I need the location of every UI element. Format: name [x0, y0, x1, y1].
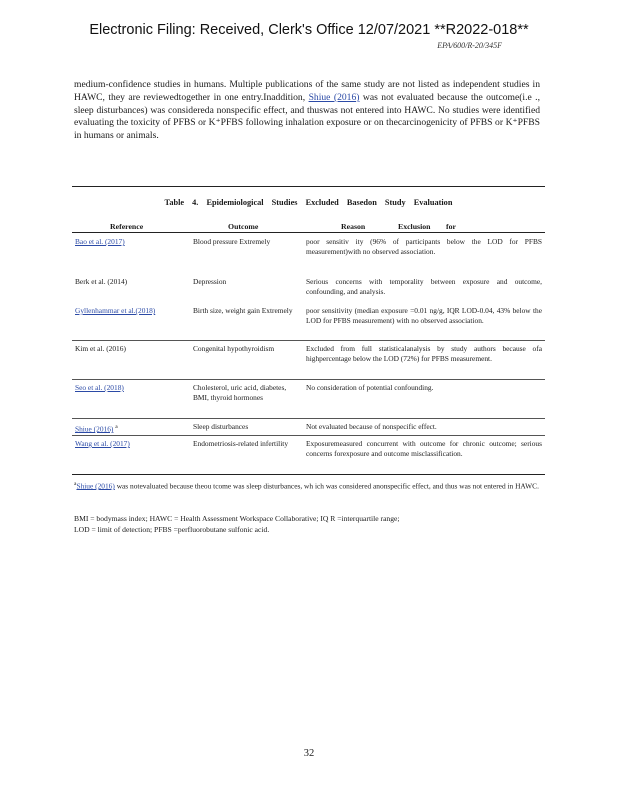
reason-cell: Excluded from full statisticalanalysis by study authors because ofa highpercentage below the LOD (72%) for PFBS measurement.: [306, 344, 542, 364]
outcome-cell: Cholesterol, uric acid, diabetes, BMI, thyroid hormones: [193, 383, 287, 403]
footnote-mark: a: [74, 481, 77, 487]
row-divider: [72, 379, 545, 380]
footnote-shiue-link[interactable]: Shiue (2016): [76, 481, 115, 491]
table-caption: Table 4. Epidemiological Studies Excluded Basedon Study Evaluation: [164, 198, 453, 207]
table-footnote: [74, 479, 540, 492]
header-rule: [72, 232, 545, 233]
outcome-cell: Congenital hypothyroidism: [193, 344, 275, 353]
reason-cell: Exposuremeasured concurrent with outcome for chronic outcome; serious concerns forexposure and outcome misclassification.: [306, 439, 542, 459]
outcome-cell: Blood pressure Extremely: [193, 237, 271, 246]
abbreviations-line-1: BMI = bodymass index; HAWC = Health Assessment Workspace Collaborative; IQ R =interquartile range;: [74, 514, 400, 523]
header-outcome: Outcome: [228, 222, 259, 231]
reference-link[interactable]: Gyllenhammar et al.(2018): [75, 306, 156, 315]
reference-link[interactable]: Seo et al. (2018): [75, 383, 124, 392]
body-paragraph: [74, 79, 540, 143]
row-divider: [72, 435, 545, 436]
header-for: for: [446, 222, 456, 231]
outcome-cell: Birth size, weight gain Extremely: [193, 306, 293, 315]
outcome-cell: Depression: [193, 277, 227, 286]
footnote-text: was notevaluated because theou tcome was sleep disturbances, wh ich was considered anonspecific effect, and thus was not entered in HAWC.: [114, 481, 539, 491]
reference-cell: Kim et al. (2016): [75, 344, 126, 353]
outcome-cell: Sleep disturbances: [193, 422, 249, 431]
shiue-citation-link[interactable]: Shiue (2016): [308, 91, 360, 103]
document-id: EPA/600/R-20/345F: [437, 41, 502, 50]
row-divider: [72, 418, 545, 419]
reason-cell: Not evaluated because of nonspecific effect.: [306, 422, 437, 431]
reason-cell: poor sensitiv ity (96% of participants below the LOD for PFBS measurement)with no observed association.: [306, 237, 542, 257]
abbreviations-line-2: LOD = limit of detection; PFBS =perfluorobutane sulfonic acid.: [74, 525, 270, 534]
reason-cell: Serious concerns with temporality between exposure and outcome, confounding, and analysis.: [306, 277, 542, 297]
table-top-rule: [72, 186, 545, 187]
row-divider: [72, 340, 545, 341]
page-number: 32: [303, 748, 315, 759]
reason-cell: poor sensitivity (median exposure =0.01 ng/g, IQR LOD-0.04, 43% below the LOD for PFBS measurement) with no observed association.: [306, 306, 542, 326]
reference-link[interactable]: Shiue (2016): [75, 424, 114, 434]
reference-cell: Berk et al. (2014): [75, 277, 128, 286]
reference-link[interactable]: Wang et al. (2017): [75, 439, 130, 448]
header-reference: Reference: [110, 222, 144, 231]
body-text-part2: was not evaluated because the outcome(i.e ., sleep disturbances) was considereda nonspecific effect, and thuswas not entered into HAWC. No studies were identified evaluating the toxicity of PFBS or K⁺PFBS following inhalation exposure or on thecarcinogenicity of PFBS or K⁺PFBS in humans or animals.: [74, 91, 540, 142]
table-bottom-rule: [72, 474, 545, 475]
footnote-marker: a: [115, 424, 118, 430]
body-text-part1: medium-confidence studies in humans. Multiple publications of the same study are not listed as independent studies in HAWC, they are reviewedtogether in one entry.Inaddition,: [74, 79, 540, 103]
reference-link[interactable]: Bao et al. (2017): [75, 237, 125, 246]
reason-cell: No consideration of potential confounding.: [306, 383, 434, 392]
reference-cell: [75, 422, 185, 435]
header-reason: Reason: [341, 222, 366, 231]
header-exclusion: Exclusion: [398, 222, 431, 231]
filing-header: Electronic Filing: Received, Clerk's Office 12/07/2021 **R2022-018**: [89, 22, 529, 38]
outcome-cell: Endometriosis-related infertility: [193, 439, 289, 448]
